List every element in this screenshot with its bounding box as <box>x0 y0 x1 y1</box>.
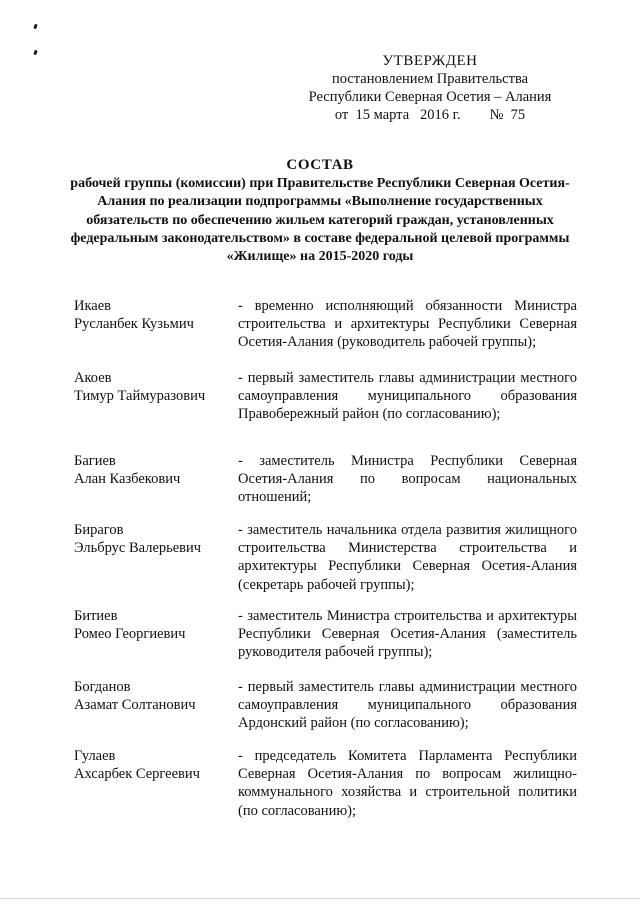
member-given-names: Тимур Таймуразович <box>74 388 206 405</box>
member-role: - первый заместитель главы администрации местного самоуправления муниципального образования Ардонский район (по согласованию); <box>238 679 577 732</box>
member-name <box>74 678 234 714</box>
member-surname: Багиев <box>74 453 116 469</box>
approval-header: УТВЕРЖДЕН <box>382 53 478 69</box>
approval-line-2: Республики Северная Осетия – Алания <box>308 89 552 105</box>
member-surname: Богданов <box>74 679 131 695</box>
member-surname: Бирагов <box>74 522 124 538</box>
member-surname: Икаев <box>74 298 112 314</box>
member-name <box>74 297 234 333</box>
member-name <box>74 607 234 643</box>
title-subtitle: рабочей группы (комиссии) при Правительстве Республики Северная Осетия-Алания по реализации подпрограммы «Выполнение государственных обязательств по обеспечению жильем категорий граждан, установленных федеральным законодательством» в составе федеральной целевой программы «Жилище» на 2015-2020 годы <box>70 176 570 265</box>
approval-line-1: постановлением Правительства <box>331 71 529 87</box>
member-given-names: Азамат Солтанович <box>74 697 196 714</box>
member-role: - председатель Комитета Парламента Республики Северная Осетия-Алания по вопросам жилищно-коммунального хозяйства и строительной политики (по согласованию); <box>238 748 577 819</box>
member-role: - заместитель Министра Республики Северная Осетия-Алания по вопросам национальных отношений; <box>238 453 577 506</box>
member-given-names: Алан Казбекович <box>74 471 181 488</box>
member-given-names: Ромео Георгиевич <box>74 626 186 643</box>
scan-edge-line <box>0 898 640 899</box>
approval-date: от 15 марта 2016 г. № 75 <box>334 107 526 123</box>
member-given-names: Ахсарбек Сергеевич <box>74 766 200 783</box>
member-given-names: Эльбрус Валерьевич <box>74 540 202 557</box>
member-surname: Акоев <box>74 370 112 386</box>
member-name <box>74 747 234 783</box>
member-surname: Гулаев <box>74 748 116 764</box>
member-name <box>74 369 234 405</box>
member-role: - заместитель Министра строительства и архитектуры Республики Северная Осетия-Алания (заместитель руководителя рабочей группы); <box>238 608 577 661</box>
scan-mark <box>33 24 38 30</box>
scan-mark <box>33 50 38 56</box>
member-role: - временно исполняющий обязанности Министра строительства и архитектуры Республики Северная Осетия-Алания (руководитель рабочей группы); <box>238 298 577 351</box>
member-role: - первый заместитель главы администрации местного самоуправления муниципального образования Правобережный район (по согласованию); <box>238 370 577 423</box>
member-name <box>74 521 234 557</box>
approval-stamp <box>300 52 560 124</box>
document-title <box>60 156 580 266</box>
member-name <box>74 452 234 488</box>
member-role: - заместитель начальника отдела развития жилищного строительства Министерства строительства и архитектуры Республики Северная Осетия-Алания (секретарь рабочей группы); <box>238 522 577 593</box>
title-heading: СОСТАВ <box>286 157 354 173</box>
member-given-names: Русланбек Кузьмич <box>74 316 194 333</box>
member-surname: Битиев <box>74 608 118 624</box>
